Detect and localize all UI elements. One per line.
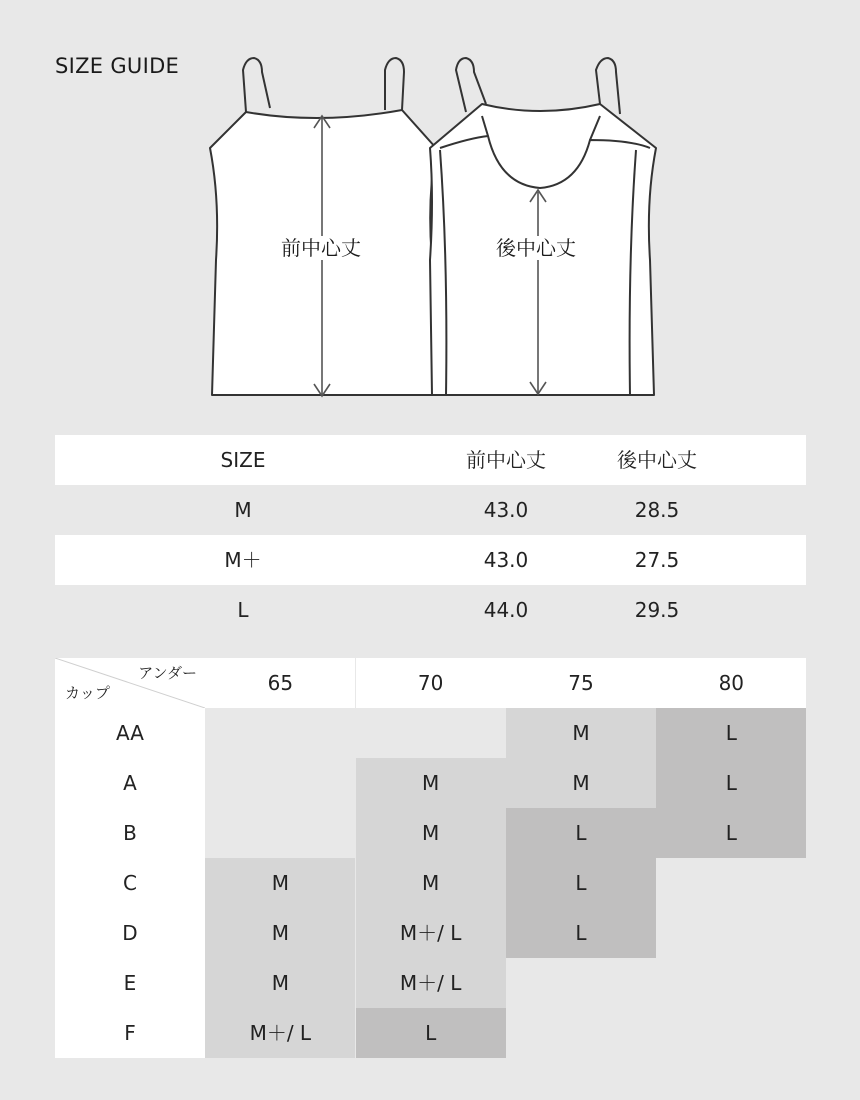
corner-under-label: アンダー [138,664,197,682]
row-header-cup-b: B [55,808,205,858]
row-header-cup-a: A [55,758,205,808]
size-recommendation-cell: M＋/ L [356,958,506,1008]
column-header-under-70: 70 [356,658,506,708]
column-header-under-80: 80 [656,658,806,708]
size-recommendation-cell: L [656,708,806,758]
table-row [55,535,806,585]
back-length-label: 後中心丈 [496,236,576,260]
cup-size-table [55,658,806,1059]
column-header-under-65: 65 [205,658,355,708]
size-recommendation-cell: M [356,808,506,858]
size-recommendation-cell: L [356,1008,506,1058]
column-header-under-75: 75 [506,658,656,708]
front-length-cell: 43.0 [483,548,529,572]
size-recommendation-cell: L [656,758,806,808]
row-header-cup-aa: AA [55,708,205,758]
back-length-cell: 27.5 [634,548,680,572]
size-recommendation-cell: M [205,958,355,1008]
size-table-header [55,435,806,485]
table-corner [55,658,205,708]
header-back-length: 後中心丈 [617,448,697,472]
size-cell: M [234,498,252,522]
front-length-cell: 43.0 [483,498,529,522]
size-recommendation-cell: L [506,808,656,858]
size-cell: L [237,598,249,622]
size-recommendation-cell: L [506,858,656,908]
size-recommendation-cell: M＋/ L [205,1008,355,1058]
corner-cup-label: カップ [65,684,110,702]
row-header-cup-e: E [55,958,205,1008]
header-front-length: 前中心丈 [466,448,546,472]
size-table [55,435,806,635]
camisole-diagram [0,0,860,420]
table-row [55,585,806,635]
size-recommendation-cell: M [205,858,355,908]
size-recommendation-cell: M [356,858,506,908]
size-cell: M＋ [224,548,262,572]
size-recommendation-cell: M＋/ L [356,908,506,958]
row-header-cup-c: C [55,858,205,908]
size-recommendation-cell: M [506,758,656,808]
size-recommendation-cell: L [506,908,656,958]
back-length-cell: 29.5 [634,598,680,622]
size-recommendation-cell: M [356,758,506,808]
row-header-cup-f: F [55,1008,205,1058]
row-header-cup-d: D [55,908,205,958]
front-left-strap [243,58,270,112]
size-recommendation-cell: M [506,708,656,758]
front-length-cell: 44.0 [483,598,529,622]
table-row [55,485,806,535]
size-recommendation-cell: L [656,808,806,858]
page-title: SIZE GUIDE [55,54,180,78]
front-length-label: 前中心丈 [281,236,361,260]
header-size: SIZE [220,448,266,472]
back-length-cell: 28.5 [634,498,680,522]
size-recommendation-cell: M [205,908,355,958]
front-right-strap [385,58,404,110]
